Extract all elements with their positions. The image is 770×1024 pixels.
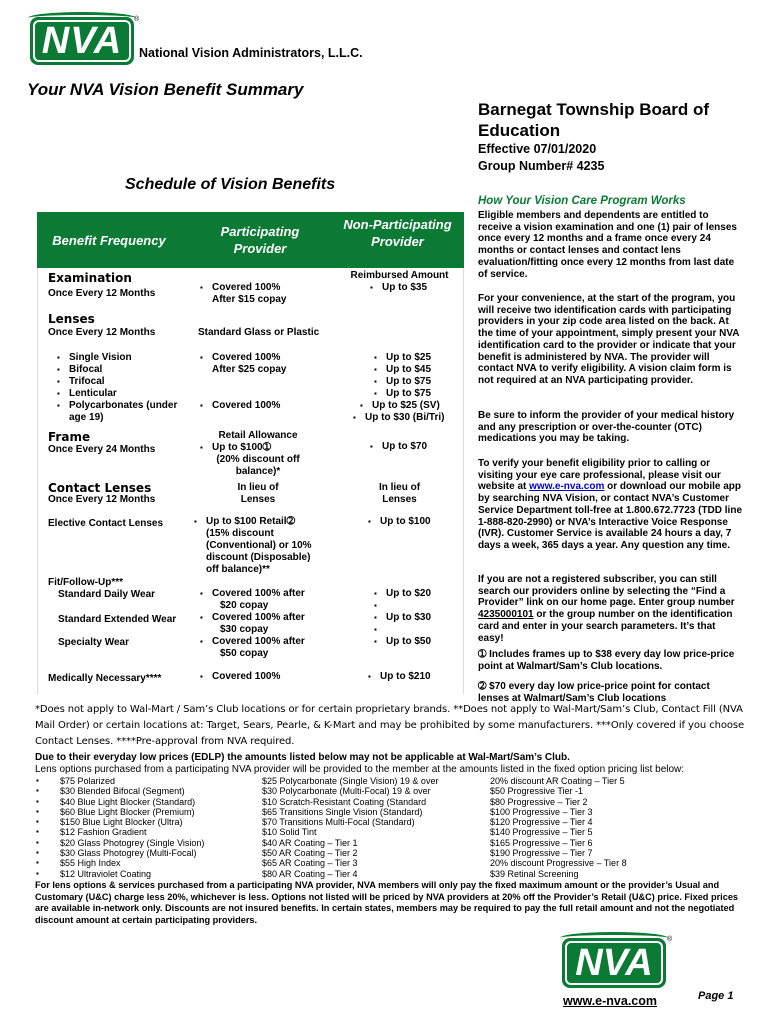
note-1: ➀ Includes frames up to $38 every day low price-price point at Walmart/Sam’s Club locations.: [478, 649, 735, 672]
lens-item: ▪ Trifocal: [69, 376, 105, 388]
fit-par-ext: ▪ Covered 100% after: [212, 612, 305, 624]
note-2: ➁ $70 every day low price-price point for contact lenses at Walmart/Sam’s Club locations: [478, 681, 710, 704]
col-participating: Participating Provider: [220, 224, 300, 256]
price-list-item: 20% discount AR Coating – Tier 5: [490, 776, 625, 786]
fit-extended: Standard Extended Wear: [58, 614, 177, 625]
footer-website-link[interactable]: www.e-nva.com: [563, 994, 658, 1008]
frame-par-amount: ▪ Up to $100➀: [212, 442, 271, 454]
para-medical-history: Be sure to inform the provider of your medical history and any prescription or over-the-counter (OTC) medications you may be taking.: [478, 410, 735, 445]
lens-non: ▪ Up to $75: [386, 376, 431, 388]
fit-par-std: ▪ Covered 100% after: [212, 588, 305, 600]
lenses-par-header: Standard Glass or Plastic: [198, 327, 320, 338]
price-list-item: $80 Progressive – Tier 2: [490, 796, 588, 807]
price-list-item: ▪ $75 Polarized: [60, 776, 204, 786]
contacts-par-inlieu2: Lenses: [240, 494, 276, 505]
lens-par-poly: ▪ Covered 100%: [212, 400, 280, 412]
lenses-title: Lenses: [48, 312, 95, 326]
lens-item-cont: age 19): [69, 412, 104, 423]
fit-par-spec: ▪ Covered 100% after: [212, 636, 305, 648]
lens-non: ▪ Up to $75: [386, 388, 431, 400]
contacts-par-line: off balance)**: [206, 564, 270, 575]
group-number-underlined: 4235000101: [478, 609, 534, 621]
edlp-note: Due to their everyday low prices (EDLP) the amounts listed below may not be applicable at Wal-Mart/Sam’s Club.: [35, 752, 570, 763]
lens-non: ▪ Up to $25 (SV): [372, 400, 440, 412]
price-list-item: $25 Polycarbonate (Single Vision) 19 & over: [262, 776, 439, 786]
lens-non: ▪ Up to $30 (Bi/Tri): [365, 412, 444, 424]
exam-participating: ▪ Covered 100%: [212, 282, 280, 294]
price-list-item: $50 AR Coating – Tier 2: [262, 848, 358, 859]
price-list-item: $65 Transitions Single Vision (Standard): [262, 806, 423, 817]
price-list-item: $10 Solid Tint: [262, 827, 317, 838]
price-list-item: $80 AR Coating – Tier 4: [262, 868, 358, 879]
fine-print: For lens options & services purchased from a participating NVA provider, NVA members will only pay the fixed maximum amount or the provider’s Usual and Customary (U&C) charge less 20%, whichever is less. Options not listed will be priced by NVA providers at 20% off the Provider’s Retail (U&C) price. Fixed prices are available in-network only. Discounts are not insured benefits. In certain states, members may be required to pay the full retail amount and not the negotiated discount amount at certain participating providers.: [35, 880, 739, 925]
price-list-item: $50 Progressive Tier -1: [490, 786, 584, 797]
fit-par-std-copay: $20 copay: [220, 600, 269, 611]
company-name: National Vision Administrators, L.L.C.: [139, 46, 363, 60]
price-list-col3: [490, 776, 627, 879]
price-list-item: 20% discount Progressive – Tier 8: [490, 858, 627, 869]
lens-options-intro: Lens options purchased from a participating NVA provider will be provided to the member at the amounts listed in the fixed option pricing list below:: [35, 764, 685, 775]
effective-block: [478, 141, 604, 175]
website-link[interactable]: www.e-nva.com: [529, 481, 605, 493]
registered-mark: ®: [134, 16, 140, 23]
fit-specialty: Specialty Wear: [58, 637, 129, 648]
price-list-col1: [60, 776, 204, 879]
benefit-table-header: [37, 212, 464, 268]
fit-non-ext: ▪ Up to $30: [386, 612, 431, 624]
price-list-item: $40 AR Coating – Tier 1: [262, 837, 358, 848]
para-eligibility: Eligible members and dependents are entitled to receive a vision examination and one (1) pair of lenses once every 12 months and a frame once every 24 months or contact lenses and contact lens evaluation/fitting once every 12 months from last date of service.: [478, 210, 737, 280]
price-list-col2: [262, 776, 438, 879]
price-list-item: $120 Progressive – Tier 4: [490, 817, 593, 828]
para-find-provider: If you are not a registered subscriber, you can still search our providers online by selecting the “Find a Provider” link on our home page. Enter group number 4235000101 or the group number on the identification card and enter in your search parameters. It’s that easy!: [478, 574, 735, 644]
price-list-item: ▪ $150 Blue Light Blocker (Ultra): [60, 817, 204, 827]
contacts-par-inlieu: In lieu of: [237, 482, 279, 493]
lens-item: ▪ Polycarbonates (under: [69, 400, 177, 412]
group-number: Group Number# 4235: [478, 159, 605, 173]
contacts-non-inlieu2: Lenses: [382, 494, 417, 505]
price-list-item: ▪ $40 Blue Light Blocker (Standard): [60, 797, 204, 807]
exam-title: Examination: [48, 271, 132, 285]
col-non-participating: Non-Participating Provider: [343, 217, 452, 249]
price-list-item: $10 Scratch-Resistant Coating (Standard: [262, 796, 427, 807]
contacts-par-line: (Conventional) or 10%: [206, 540, 312, 551]
fit-par-spec-copay: $50 copay: [220, 648, 269, 659]
price-list-item: ▪ $20 Glass Photogrey (Single Vision): [60, 838, 204, 848]
price-list-item: $70 Transitions Multi-Focal (Standard): [262, 817, 415, 828]
contacts-elective: Elective Contact Lenses: [48, 518, 164, 529]
price-list-item: ▪ $30 Blended Bifocal (Segment): [60, 786, 204, 796]
registered-mark: ®: [667, 936, 673, 943]
effective-date: Effective 07/01/2020: [478, 142, 597, 156]
fit-non-std: ▪ Up to $20: [386, 588, 431, 600]
exam-participating-copay: After $15 copay: [212, 294, 287, 305]
frame-par-header: Retail Allowance: [218, 430, 298, 441]
exam-non-amount: ▪ Up to $35: [382, 282, 427, 294]
lens-non: ▪ Up to $45: [386, 364, 431, 376]
lens-par-covered: ▪ Covered 100%: [212, 352, 280, 364]
lenses-frequency: Once Every 12 Months: [48, 327, 156, 338]
price-list-item: ▪ $12 Ultraviolet Coating: [60, 869, 204, 879]
page-title: Your NVA Vision Benefit Summary: [27, 80, 304, 99]
nva-logo: NVA: [30, 17, 134, 65]
page-number: Page 1: [698, 990, 734, 1002]
lens-item: ▪ Single Vision: [69, 352, 132, 364]
frame-frequency: Once Every 24 Months: [48, 444, 156, 455]
exam-non-header: Reimbursed Amount: [350, 270, 449, 281]
price-list-item: $30 Polycarbonate (Multi-Focal) 19 & over: [262, 786, 431, 797]
exam-frequency: Once Every 12 Months: [48, 288, 156, 299]
contacts-par-line: discount (Disposable): [206, 552, 311, 563]
para-id-cards: For your convenience, at the start of the program, you will receive two identification cards with participating providers in your zip code area listed on the back. At the time of your appointment, simply present your NVA identification card to the provider or indicate that your benefit is administered by NVA. The provider will contact NVA to verify eligibility. A vision claim form is not required at an NVA participating provider.: [478, 293, 740, 386]
how-it-works-heading: How Your Vision Care Program Works: [478, 195, 686, 207]
contacts-non-inlieu: In lieu of: [378, 482, 421, 493]
frame-non-amount: ▪ Up to $70: [382, 441, 427, 453]
lens-item: ▪ Bifocal: [69, 364, 102, 376]
frame-par-balance: balance)*: [235, 466, 281, 477]
contacts-par-line: (15% discount: [206, 528, 274, 539]
fit-standard: Standard Daily Wear: [58, 589, 156, 600]
org-name: Barnegat Township Board of Education: [478, 100, 710, 140]
price-list-item: $140 Progressive – Tier 5: [490, 827, 593, 838]
medically-necessary: Medically Necessary****: [48, 673, 162, 684]
price-list-item: $190 Progressive – Tier 7: [490, 848, 593, 859]
lens-non: ▪ Up to $25: [386, 352, 431, 364]
price-list-item: $100 Progressive – Tier 3: [490, 806, 593, 817]
contacts-frequency: Once Every 12 Months: [48, 494, 156, 505]
price-list-item: ▪ $55 High Index: [60, 858, 204, 868]
price-list-item: ▪ $30 Glass Photogrey (Multi-Focal): [60, 848, 204, 858]
price-list-item: $65 AR Coating – Tier 3: [262, 858, 358, 869]
price-list-item: ▪ $12 Fashion Gradient: [60, 827, 204, 837]
price-list-item: ▪ $60 Blue Light Blocker (Premium): [60, 807, 204, 817]
fit-par-ext-copay: $30 copay: [220, 624, 269, 635]
contacts-title: Contact Lenses: [48, 481, 152, 495]
price-list-item: $165 Progressive – Tier 6: [490, 837, 593, 848]
lens-par-copay: After $25 copay: [212, 364, 287, 375]
benefit-table: [37, 268, 464, 694]
med-par: ▪ Covered 100%: [212, 671, 280, 683]
lens-item: ▪ Lenticular: [69, 388, 117, 400]
frame-title: Frame: [48, 430, 91, 444]
contacts-non-amount: ▪ Up to $100: [380, 516, 431, 528]
schedule-title: Schedule of Vision Benefits: [125, 176, 336, 193]
para-verify: To verify your benefit eligibility prior to calling or visiting your eye care professional, please visit our website at www.e-nva.com or download our mobile app by searching NVA Vision, or contact NVA’s Customer Service Department toll-free at 1.800.672.7723 (TDD line 1-888-820-2990) or NVA’s Interactive Voice Response (IVR). Customer Service is available 24 hours a day, 7 days a week, 365 days a year. Any question any time.: [478, 458, 743, 551]
med-non: ▪ Up to $210: [380, 671, 431, 683]
col-benefit-frequency: Benefit Frequency: [52, 233, 166, 248]
footnote: *Does not apply to Wal-Mart / Sam’s Club locations or for certain proprietary brands. **Does not apply to Wal-Mart/Sam’s Club, Contact Fill (NVA Mail Order) or certain locations at: Target, Sears, Pearle, & K-Mart and may be prohibited by some manufacturers. ***Only covered if you choose Contact Lenses. ****Pre-approval from NVA required.: [35, 704, 745, 747]
fit-title: Fit/Follow-Up***: [48, 577, 123, 588]
price-list-item: $39 Retinal Screening: [490, 868, 579, 879]
fit-non-spec: ▪ Up to $50: [386, 636, 431, 648]
nva-logo-bottom: NVA: [562, 938, 666, 988]
contacts-par-amount: ▪ Up to $100 Retail➁: [206, 516, 295, 528]
frame-par-discount: (20% discount off: [216, 454, 300, 465]
